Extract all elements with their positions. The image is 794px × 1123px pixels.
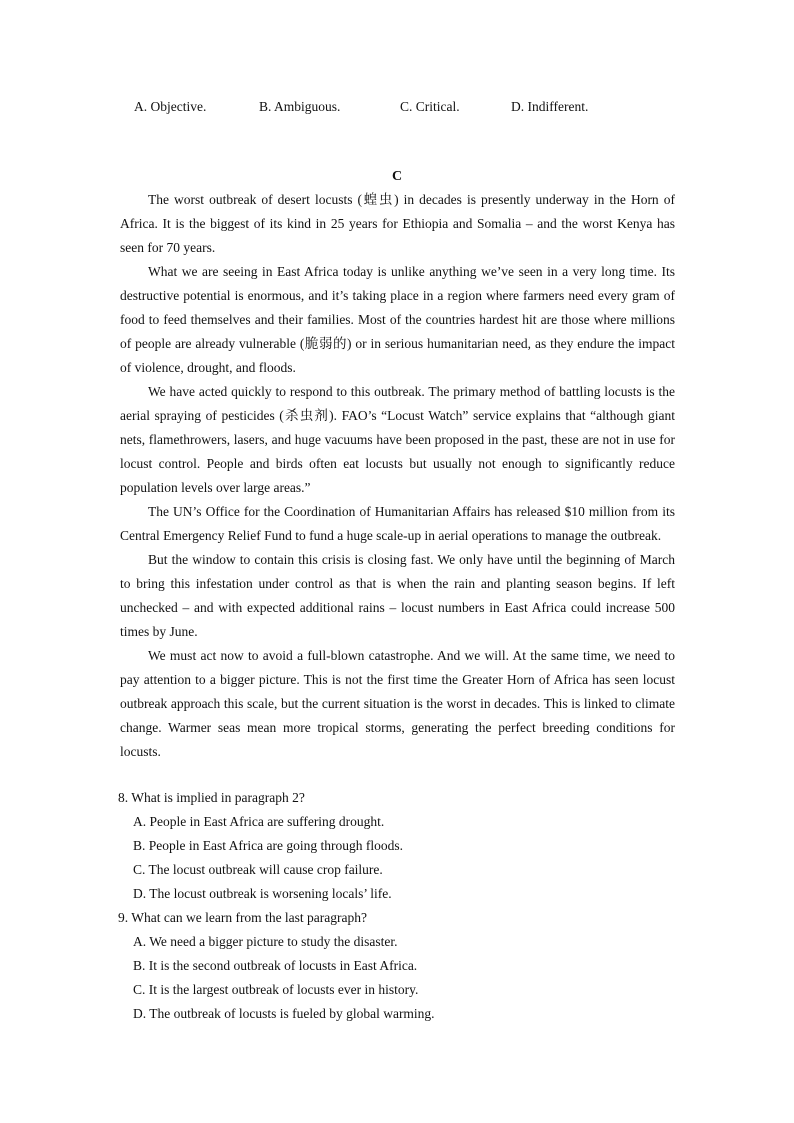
option-b: B. Ambiguous. xyxy=(259,99,341,114)
paragraph: What we are seeing in East Africa today is unlike anything we’ve seen in a very long time. Its destructive potential is enormous, and it’s taking place in a region where farmers need every gram of food to feed themselves and their families. Most of the countries hardest hit are those where millions of people are already vulnerable (脆弱的) or in serious humanitarian need, as they endure the impact of violence, drought, and floods. xyxy=(120,264,675,375)
paragraph: We have acted quickly to respond to this outbreak. The primary method of battling locusts is the aerial spraying of pesticides (杀虫剂). FAO’s “Locust Watch” service explains that “although giant nets, flamethrowers, lasers, and huge vacuums have been proposed in the past, these are not in use for locust control. People and birds often eat locusts but usually not enough to significantly reduce population levels over large areas.” xyxy=(120,384,675,495)
paragraph: We must act now to avoid a full-blown catastrophe. And we will. At the same time, we need to pay attention to a bigger picture. This is not the first time the Greater Horn of Africa has seen locust outbreak approach this scale, but the current situation is the worst in decades. This is linked to climate change. Warmer seas mean more tropical storms, generating the perfect breeding conditions for locusts. xyxy=(120,648,675,759)
question-option: A. We need a bigger picture to study the disaster. xyxy=(133,934,398,949)
question-option: D. The locust outbreak is worsening locals’ life. xyxy=(133,886,392,901)
option-c: C. Critical. xyxy=(400,99,460,114)
option-d: D. Indifferent. xyxy=(511,99,589,114)
question-option: C. The locust outbreak will cause crop failure. xyxy=(133,862,383,877)
option-a: A. Objective. xyxy=(134,99,207,114)
question-option: B. It is the second outbreak of locusts in East Africa. xyxy=(133,958,418,973)
question-option: B. People in East Africa are going through floods. xyxy=(133,838,403,853)
question-option: D. The outbreak of locusts is fueled by global warming. xyxy=(133,1006,435,1021)
question-8 xyxy=(118,786,678,906)
paragraph: The UN’s Office for the Coordination of Humanitarian Affairs has released $10 million from its Central Emergency Relief Fund to fund a huge scale-up in aerial operations to manage the outbreak. xyxy=(120,504,675,543)
passage-body xyxy=(120,188,675,764)
question-stem: 9. What can we learn from the last paragraph? xyxy=(118,910,368,925)
questions xyxy=(118,786,678,1026)
paragraph: But the window to contain this crisis is closing fast. We only have until the beginning of March to bring this infestation under control as that is when the rain and planting season begins. If left unchecked – and with expected additional rains – locust numbers in East Africa could increase 500 times by June. xyxy=(120,552,675,639)
question-9 xyxy=(118,906,678,1026)
previous-question-options xyxy=(0,99,794,119)
question-option: A. People in East Africa are suffering drought. xyxy=(133,814,385,829)
question-stem: 8. What is implied in paragraph 2? xyxy=(118,790,305,805)
passage-label: C xyxy=(391,169,403,184)
question-option: C. It is the largest outbreak of locusts ever in history. xyxy=(133,982,419,997)
paragraph: The worst outbreak of desert locusts (蝗虫) in decades is presently underway in the Horn of Africa. It is the biggest of its kind in 25 years for Ethiopia and Somalia – and the worst Kenya has seen for 70 years. xyxy=(120,192,675,255)
